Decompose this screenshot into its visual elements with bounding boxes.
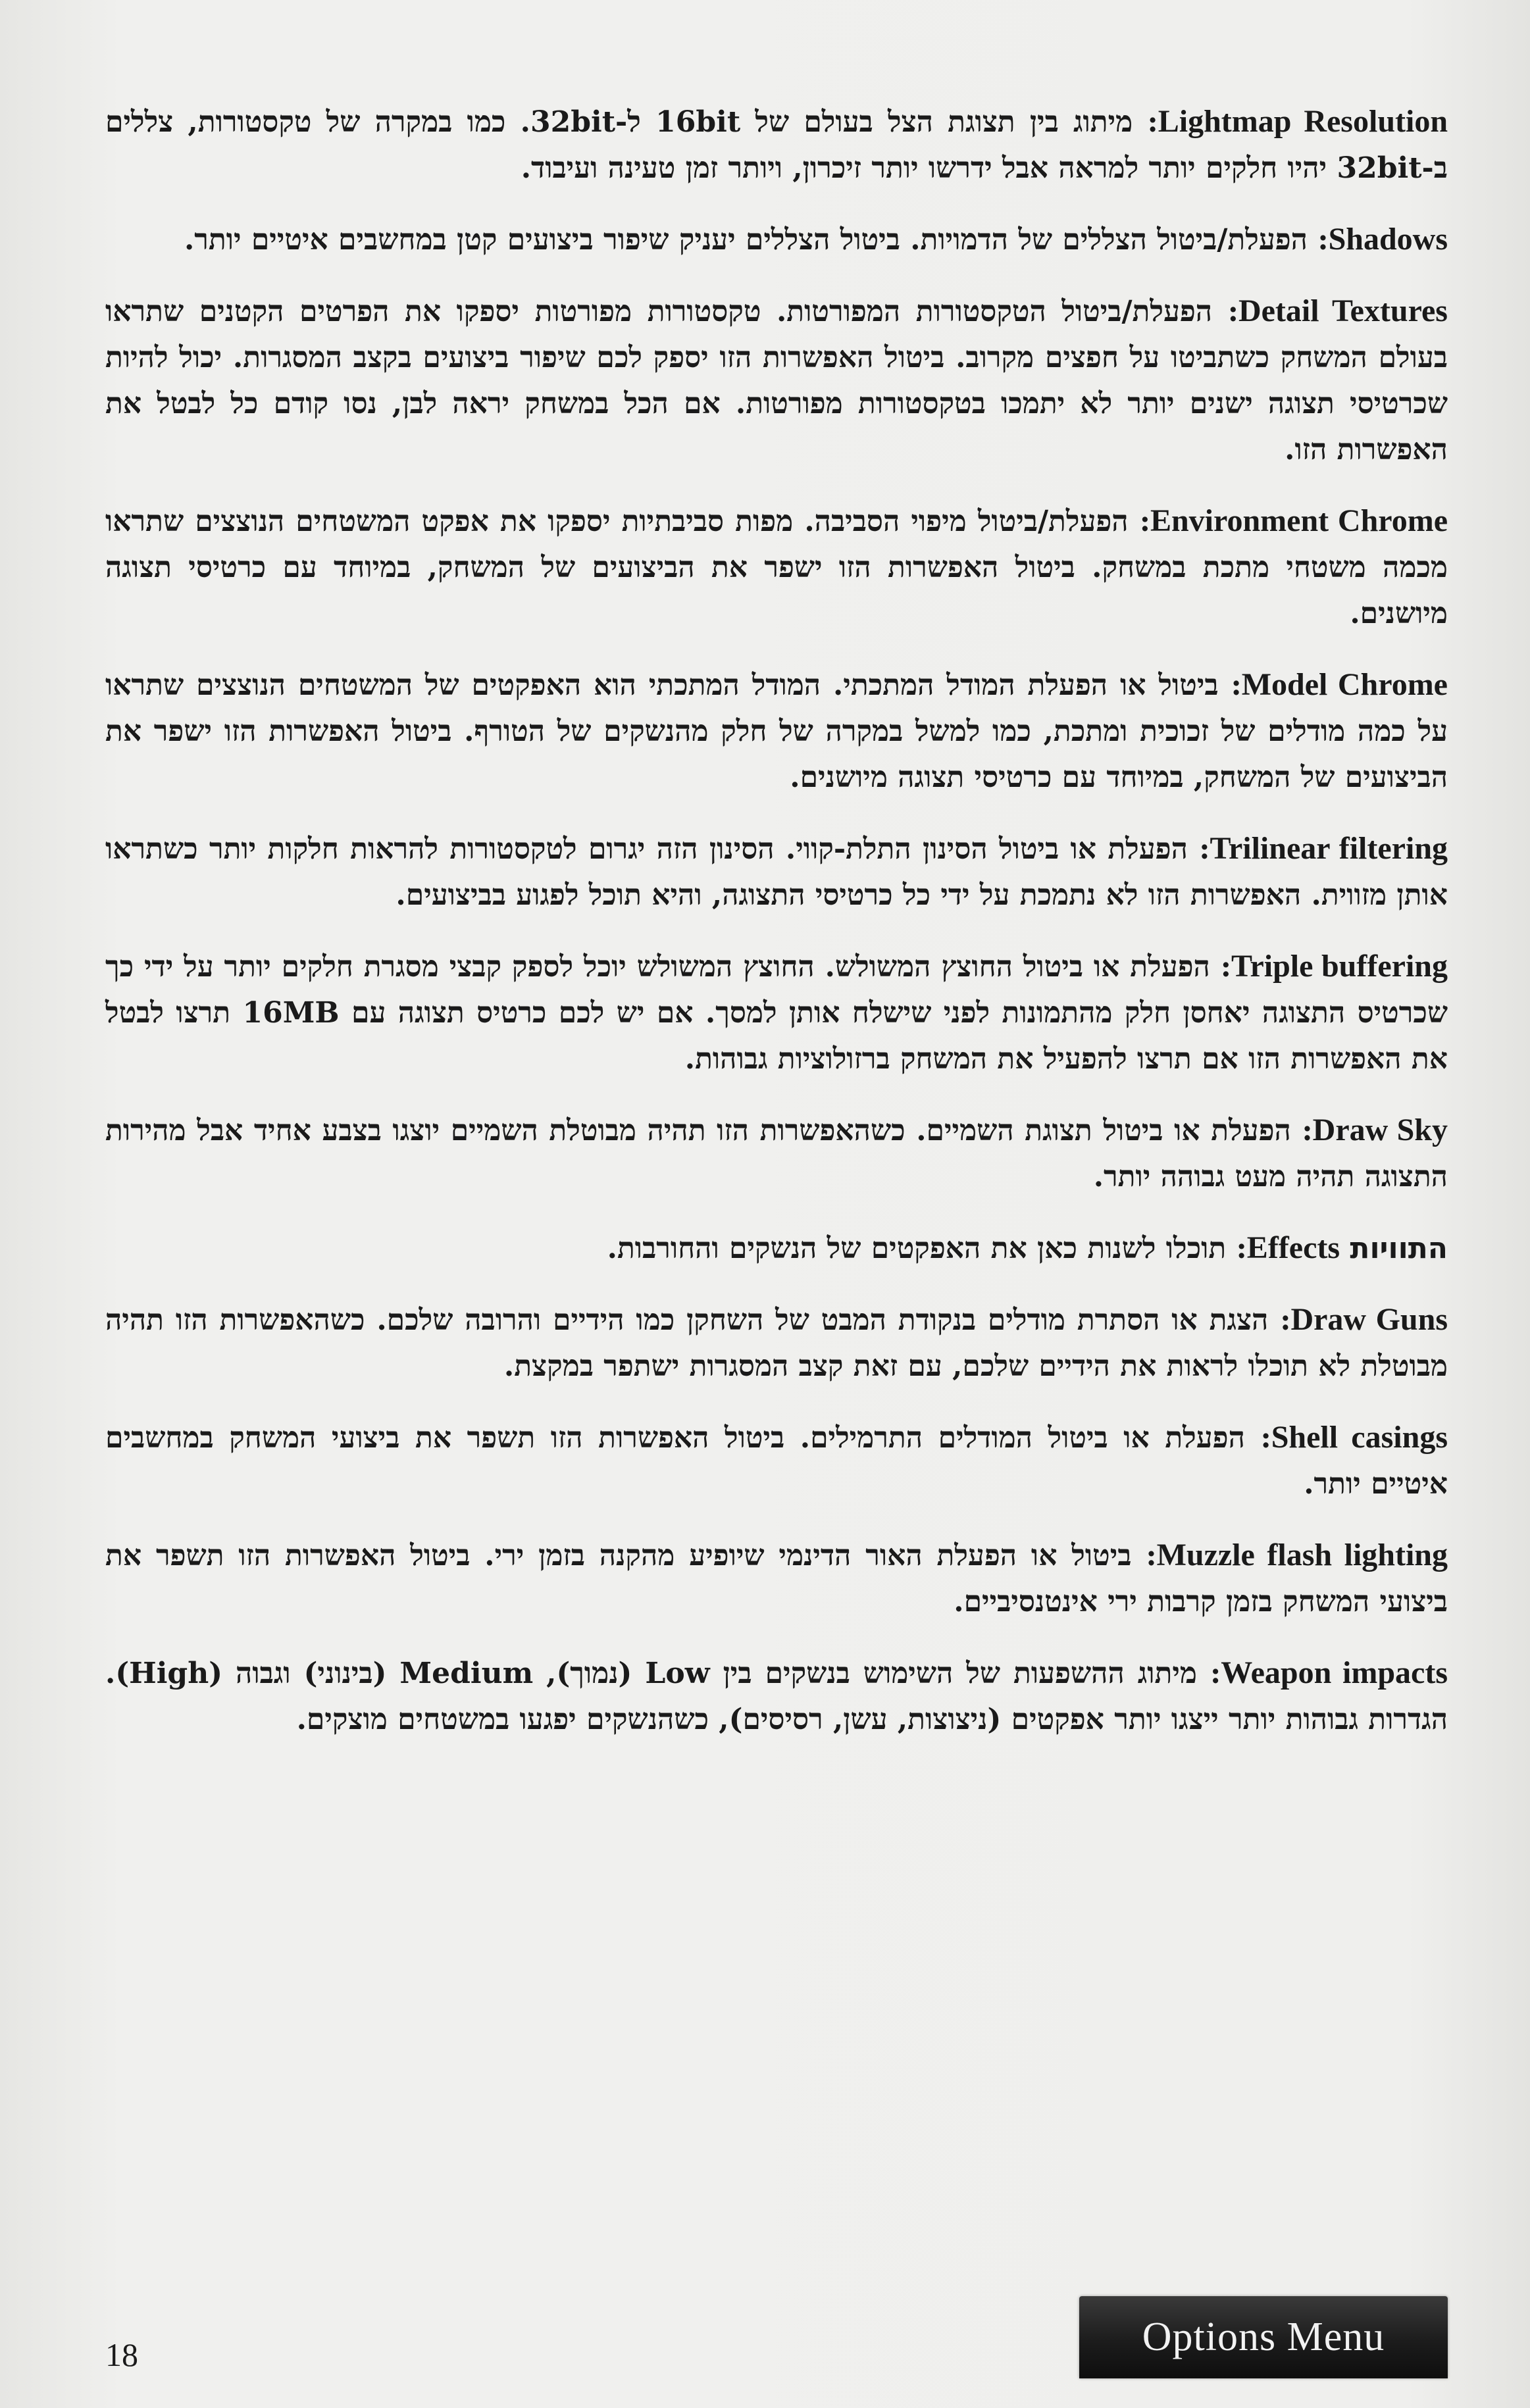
entry-term: Draw Sky xyxy=(1312,1113,1448,1147)
entry-text: : הפעלת או ביטול תצוגת השמיים. כשהאפשרות הזו תהיה מבוטלת השמיים יוצגו בצבע אחיד אבל מהירות התצוגה תהיה מעט גבוהה יותר. xyxy=(105,1114,1448,1193)
entry-environment-chrome xyxy=(105,498,1448,637)
entry-lightmap-resolution xyxy=(105,99,1448,191)
entry-text: : הפעלת/ביטול הטקסטורות המפורטות. טקסטורות מפורטות יספקו את הפרטים הקטנים שתראו בעולם המשחק כשתביטו על חפצים מקרוב. ביטול האפשרות הזו יספק לכם שיפור ביצועים בקצב המסגרות. יכול להיות שכרטיסי תצוגה ישנים יותר לא יתמכו בטקסטורות מפורטות. אם הכל במשחק יראה לבן, נסו קודם כל לבטל את האפשרות הזו. xyxy=(105,295,1448,466)
entry-term: Detail Textures xyxy=(1238,293,1448,328)
entry-term: Model Chrome xyxy=(1241,667,1448,702)
page-body xyxy=(105,99,1448,1768)
entry-text: : הצגת או הסתרת מודלים בנקודת המבט של השחקן כמו הידיים והרובה שלכם. כשהאפשרות הזו תהיה מבוטלת לא תוכלו לראות את הידיים שלכם, עם זאת קצב המסגרות ישתפר במקצת. xyxy=(105,1303,1448,1383)
entry-text: : ביטול או הפעלת המודל המתכתי. המודל המתכתי הוא האפקטים של המשטחים הנוצצים שתראו על כמה מודלים של זכוכית ומתכת, כמו למשל במקרה של חלק מהנשקים של הטורף. ביטול האפשרות הזו ישפר את הביצועים של המשחק, במיוחד עם כרטיסי תצוגה מיושנים. xyxy=(105,668,1448,794)
entry-shell-casings xyxy=(105,1415,1448,1507)
entry-text: : מיתוג בין תצוגת הצל בעולם של 16bit ל-32bit. כמו במקרה של טקסטורות, צללים ב-32bit יהיו חלקים יותר למראה אבל ידרשו יותר זיכרון, ויותר זמן טעינה ועיבוד. xyxy=(105,105,1448,185)
section-title: התוויות xyxy=(1350,1232,1448,1265)
entry-term: Weapon impacts xyxy=(1221,1655,1448,1690)
entry-detail-textures xyxy=(105,288,1448,473)
entry-term: Trilinear filtering xyxy=(1210,831,1448,866)
entry-model-chrome xyxy=(105,662,1448,801)
section-banner xyxy=(1079,2296,1448,2378)
page-footer xyxy=(0,2283,1530,2408)
entry-term: Triple buffering xyxy=(1231,949,1448,984)
entry-term: Draw Guns xyxy=(1290,1302,1448,1337)
entry-term: Shell casings xyxy=(1271,1420,1448,1455)
entry-text: : הפעלת או ביטול המודלים התרמילים. ביטול האפשרות הזו תשפר את ביצועי המשחק במחשבים איטיים יותר. xyxy=(105,1421,1448,1501)
entry-term: Lightmap Resolution xyxy=(1158,104,1448,139)
entry-text: : מיתוג ההשפעות של השימוש בנשקים בין Low (נמוך), Medium (בינוני) וגבוה (High). הגדרות גבוהות יותר ייצגו יותר אפקטים (ניצוצות, עשן, רסיסים), כשהנשקים יפגעו במשטחים מוצקים. xyxy=(105,1657,1448,1736)
entry-term: Environment Chrome xyxy=(1150,503,1448,538)
entry-draw-guns xyxy=(105,1297,1448,1390)
entry-term: Shadows xyxy=(1328,222,1448,257)
entry-muzzle-flash-lighting xyxy=(105,1532,1448,1625)
entry-text: : הפעלת/ביטול מיפוי הסביבה. מפות סביבתיות יספקו את אפקט המשטחים הנוצצים שתראו מכמה משטחי מתכת במשחק. ביטול האפשרות הזו ישפר את הביצועים של המשחק, במיוחד עם כרטיסי תצוגה מיושנים. xyxy=(105,505,1448,630)
section-text: : תוכלו לשנות כאן את האפקטים של הנשקים והחורבות. xyxy=(607,1232,1247,1265)
entry-triple-buffering xyxy=(105,943,1448,1082)
entry-draw-sky xyxy=(105,1107,1448,1200)
entry-shadows xyxy=(105,216,1448,263)
entry-weapon-impacts xyxy=(105,1650,1448,1743)
entry-text: : הפעלת/ביטול הצללים של הדמויות. ביטול הצללים יעניק שיפור ביצועים קטן במחשבים איטיים יותר. xyxy=(184,223,1329,257)
entry-term: Muzzle flash lighting xyxy=(1156,1538,1448,1572)
entry-text: : הפעלת או ביטול החוצץ המשולש. החוצץ המשולש יוכל לספק קבצי מסגרת חלקים יותר על ידי כך שכרטיס התצוגה יאחסן חלק מהתמונות לפני שישלח אותן למסך. אם יש לכם כרטיס תצוגה עם 16MB תרצו לבטל את האפשרות הזו אם תרצו להפעיל את המשחק ברזולוציות גבוהות. xyxy=(105,950,1448,1076)
entry-trilinear-filtering xyxy=(105,826,1448,918)
entry-text: : ביטול או הפעלת האור הדינמי שיופיע מהקנה בזמן ירי. ביטול האפשרות הזו תשפר את ביצועי המשחק בזמן קרבות ירי אינטנסיביים. xyxy=(105,1539,1448,1618)
section-effects xyxy=(105,1225,1448,1272)
page-number: 18 xyxy=(105,2336,138,2373)
section-banner-label: Options Menu xyxy=(1142,2315,1385,2359)
section-term: Effects xyxy=(1246,1230,1340,1265)
entry-text: : הפעלת או ביטול הסינון התלת-קווי. הסינון הזה יגרום לטקסטורות להראות חלקות יותר כשתראו אותן מזווית. האפשרות הזו לא נתמכת על ידי כל כרטיסי התצוגה, והיא תוכל לפגוע בביצועים. xyxy=(105,832,1448,912)
